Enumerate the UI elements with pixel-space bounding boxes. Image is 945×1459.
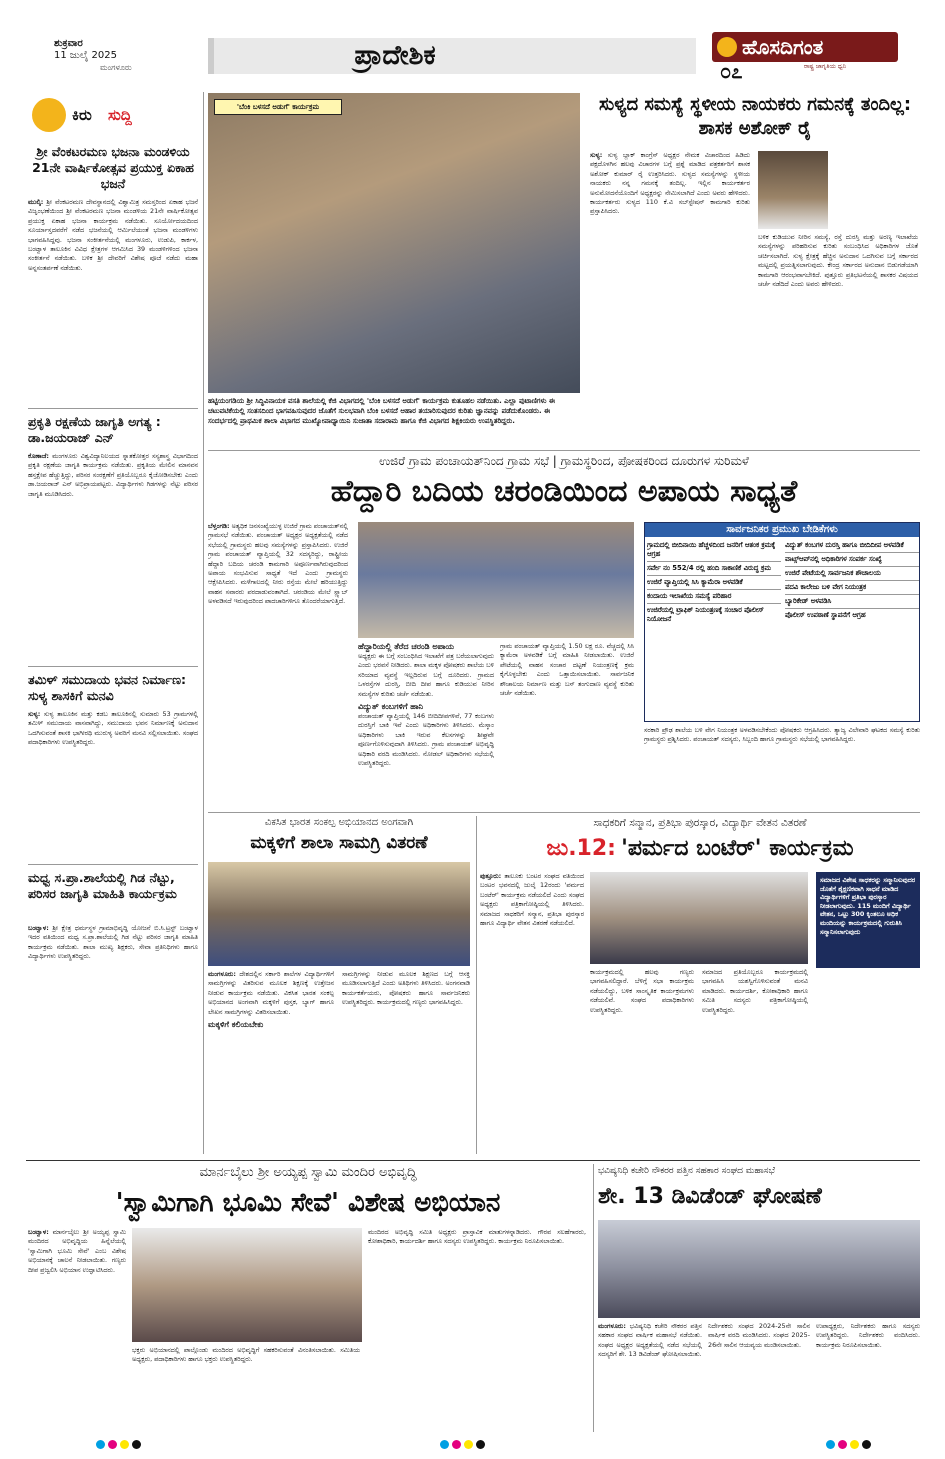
- lamp-lighting-photo: [132, 1228, 362, 1342]
- kiru-suddi-badge: [28, 96, 198, 136]
- parmada-col2: ಕಾರ್ಯಕ್ರಮದಲ್ಲಿ ಹಲವು ಗಣ್ಯರು ಭಾಗವಹಿಸಲಿದ್ದಾರೆ. ಬೆಳಿಗ್ಗೆ ಸಭಾ ಕಾರ್ಯಕ್ರಮ ನಡೆಯಲಿದ್ದು, ಬಳಿಕ ಸಾಂಸ್ಕೃತಿಕ ಕಾರ್ಯಕ್ರಮಗಳು ನಡೆಯಲಿವೆ. ಸಂಘದ ಪದಾಧಿಕಾರಿಗಳು ಉಪಸ್ಥಿತರಿದ್ದರು.: [590, 968, 694, 1014]
- demand-item: ಉಜಿರೆಯಲ್ಲಿ ಟ್ರಾಫಿಕ್ ನಿಯಂತ್ರಣಕ್ಕೆ ಸಂಚಾರ ಪೊಲೀಸ್ ನಿಯೋಜನೆ: [647, 606, 764, 623]
- brief-3-dateline: ಸುಳ್ಯ:: [28, 710, 41, 718]
- brief-4: [28, 870, 198, 1150]
- demand-item: ಉಜಿರೆ ಪೇಟೆಯಲ್ಲಿ ಸಾರ್ವಜನಿಕ ಶೌಚಾಲಯ: [785, 567, 919, 581]
- dividend-col3: ಉಪಾಧ್ಯಕ್ಷರು, ನಿರ್ದೇಶಕರು ಹಾಗೂ ಸದಸ್ಯರು ಉಪಸ್ಥಿತರಿದ್ದರು. ನಿರ್ದೇಶಕರು ವಂದಿಸಿದರು. ಕಾರ್ಯಕ್ರಮ ನಿರೂಪಿಸಲಾಯಿತು.: [816, 1322, 920, 1349]
- kids-cooking-photo: [208, 93, 580, 393]
- agm-meeting-photo: [598, 1220, 920, 1318]
- parmada-kicker: ಸಾಧಕರಿಗೆ ಸನ್ಮಾನ, ಪ್ರತಿಭಾ ಪುರಸ್ಕಾರ, ವಿದ್ಯಾರ್ಥಿ ವೇತನ ವಿತರಣೆ: [593, 817, 807, 829]
- dividend-dateline: ಮಂಗಳೂರು:: [598, 1322, 626, 1330]
- brief-1: [28, 144, 198, 404]
- sullia-headline: ಸುಳ್ಯದ ಸಮಸ್ಯೆ ಸ್ಥಳೀಯ ನಾಯಕರು ಗಮನಕ್ಕೆ ತಂದಿಲ್ಲ: ಶಾಸಕ ಅಶೋಕ್ ರೈ: [598, 94, 912, 139]
- registration-dot: [452, 1440, 461, 1449]
- dividend-kicker: ಭವಿಷ್ಯನಿಧಿ ಕಚೇರಿ ನೌಕರರ ಪತ್ತಿನ ಸಹಕಾರ ಸಂಘದ ಮಹಾಸಭೆ: [598, 1166, 776, 1176]
- demand-item: ವಿದ್ಯುತ್ ಕಂಬಗಳ ದುರಸ್ತಿ ಹಾಗೂ ಬೀದಿದೀಪ ಅಳವಡಿಕೆ: [785, 539, 919, 553]
- brief-3: [28, 672, 198, 862]
- header-day: ಶುಕ್ರವಾರ: [54, 38, 83, 49]
- registration-dot: [838, 1440, 847, 1449]
- grama-sabha-photo: [358, 522, 634, 638]
- demand-item: ಗ್ರಾಮದಲ್ಲಿ ಬೀದಿನಾಯಿ ಹೆಚ್ಚಳದಿಂದ ಜನರಿಗೆ ಆತಂಕ ಕ್ರಮಕ್ಕೆ ಆಗ್ರಹ: [647, 539, 781, 562]
- anganwadi-subhead: ಮಕ್ಕಳಿಗೆ ಕಲಿಯಬೇಕು: [208, 1020, 264, 1030]
- anganwadi-col2: ಸಾಮಗ್ರಿಗಳನ್ನು ನೀಡುವ ಮೂಲಕ ಶಿಕ್ಷಣದ ಬಗ್ಗೆ ಆಸಕ್ತಿ ಮೂಡಿಸಲಾಗುತ್ತಿದೆ ಎಂದು ಅತಿಥಿಗಳು ತಿಳಿಸಿದರು. ಅಂಗನವಾಡಿ ಕಾರ್ಯಕರ್ತೆಯರು, ಪೋಷಕರು ಹಾಗೂ ಸಾರ್ವಜನಿಕರು ಉಪಸ್ಥಿತರಿದ್ದರು. ಕಾರ್ಯಕ್ರಮದಲ್ಲಿ ಗಣ್ಯರು ಭಾಗವಹಿಸಿದ್ದರು.: [342, 970, 470, 1007]
- sullia-col1: ಸುಳ್ಯ ಬ್ಲಾಕ್ ಕಾಂಗ್ರೆಸ್ ಅಧ್ಯಕ್ಷರ ನೇಮಕ ವಿಚಾರದಿಂದ ಹಿಡಿದು ಪಕ್ಷದೊಳಗಿನ ಹಲವು ವಿಚಾರಗಳ ಬಗ್ಗೆ ಪ್ರಶ್ನೆ ಮಾಡಿದ ಪತ್ರಕರ್ತರಿಗೆ ಶಾಸಕ ಅಶೋಕ್ ಕುಮಾರ್ ರೈ ಉತ್ತರಿಸಿದರು. ಸುಳ್ಯದ ಸಮಸ್ಯೆಗಳನ್ನು ಸ್ಥಳೀಯ ನಾಯಕರು ನನ್ನ ಗಮನಕ್ಕೆ ತಂದಿಲ್ಲ. ಇಲ್ಲಿನ ಕಾರ್ಯಕರ್ತರ ಅನುಮೋದನೆಯೊಂದಿಗೆ ಅಧ್ಯಕ್ಷರನ್ನು ನೇಮಿಸಲಾಗಿದೆ ಎಂದು ಅವರು ಹೇಳಿದರು. ಕಾರ್ಯಕರ್ತರು ಸುಳ್ಯದ 110 ಕೆ.ವಿ ಸಬ್‌ಸ್ಟೇಷನ್ ಕಾಮಗಾರಿ ಕುರಿತು ಪ್ರಸ್ತಾಪಿಸಿದರು.: [590, 151, 750, 216]
- registration-dot: [826, 1440, 835, 1449]
- demand-item: ಪೊಲೀಸ್ ಉಪಠಾಣೆ ಸ್ಥಾಪನೆಗೆ ಆಗ್ರಹ: [785, 611, 866, 619]
- brand-tagline: ರಾಷ್ಟ್ರ ಜಾಗೃತಿಯ ಧ್ವನಿ: [803, 63, 847, 70]
- kiru-label: ಕಿರು: [72, 106, 92, 124]
- registration-dot: [850, 1440, 859, 1449]
- sullia-col2: ಬಳಿಕ ಕುಡಿಯುವ ನೀರಿನ ಸಮಸ್ಯೆ, ರಸ್ತೆ ದುರಸ್ತಿ ಮತ್ತು ಅರಣ್ಯ ಇಲಾಖೆಯ ಸಮಸ್ಯೆಗಳನ್ನು ಪರಿಹರಿಸುವ ಕುರಿತು ಸಂಬಂಧಿಸಿದ ಅಧಿಕಾರಿಗಳ ಜೊತೆ ಚರ್ಚಿಸಲಾಗಿದೆ. ಸುಳ್ಯ ಕ್ಷೇತ್ರಕ್ಕೆ ಹೆಚ್ಚಿನ ಅನುದಾನ ಒದಗಿಸುವ ಬಗ್ಗೆ ಸರ್ಕಾರದ ಮಟ್ಟದಲ್ಲಿ ಪ್ರಯತ್ನಿಸಲಾಗುವುದು. ಕೇಂದ್ರ ಸರ್ಕಾರದ ಅನುದಾನ ಬಿಡುಗಡೆಯಾಗಿ ಕಾಮಗಾರಿ ಆರಂಭವಾಗಬೇಕಿದೆ. ಪುತ್ತೂರು ಪ್ರತಿಭಟನೆಯಲ್ಲಿ ಶಾಸಕರ ವಿಷಯದ ಚರ್ಚೆ ನಡೆದಿದೆ ಎಂದು ಅವರು ಹೇಳಿದರು.: [758, 233, 918, 289]
- hand-icon: [32, 98, 66, 132]
- section-title: ಪ್ರಾದೇಶಿಕ: [354, 40, 436, 71]
- demands-list-left: [647, 539, 781, 721]
- registration-dot: [120, 1440, 129, 1449]
- ujire-col5: ಸರಕಾರಿ ಪ್ರೌಢ ಶಾಲೆಯ ಬಳಿ ವೇಗ ನಿಯಂತ್ರಕ ಅಳವಡಿಸಬೇಕೆಂದು ಪೋಷಕರು ಆಗ್ರಹಿಸಿದರು. ತ್ಯಾಜ್ಯ ವಿಲೇವಾರಿ ಘಟಕದ ಸಮಸ್ಯೆ ಕುರಿತು ಗ್ರಾಮಸ್ಥರು ಪ್ರಶ್ನಿಸಿದರು. ಪಂಚಾಯತ್ ಸದಸ್ಯರು, ಸಿಬ್ಬಂದಿ ಹಾಗೂ ಗ್ರಾಮಸ್ಥರು ಸಭೆಯಲ್ಲಿ ಭಾಗವಹಿಸಿದ್ದರು.: [644, 726, 920, 744]
- parmada-col1: ತಾಲೂಕು ಬಂಟರ ಸಂಘದ ವತಿಯಿಂದ ಬಂಟರ ಭವನದಲ್ಲಿ ಜುಲೈ 12ರಂದು 'ಪರ್ಮದ ಬಂಟೆರ್' ಕಾರ್ಯಕ್ರಮ ನಡೆಯಲಿದೆ ಎಂದು ಸಂಘದ ಅಧ್ಯಕ್ಷರು ಪತ್ರಿಕಾಗೋಷ್ಠಿಯಲ್ಲಿ ತಿಳಿಸಿದರು. ಸಮಾಜದ ಸಾಧಕರಿಗೆ ಸನ್ಮಾನ, ಪ್ರತಿಭಾ ಪುರಸ್ಕಾರ ಹಾಗೂ ವಿದ್ಯಾರ್ಥಿ ವೇತನ ವಿತರಣೆ ನಡೆಯಲಿದೆ.: [480, 872, 584, 928]
- registration-dot: [132, 1440, 141, 1449]
- demand-item: ಸರ್ವೇ ನಂ 552/4 ರಲ್ಲಿ ಹಂದಿ ಸಾಕಾಣಿಕೆ ವಿರುದ್ಧ ಕ್ರಮ: [647, 562, 781, 576]
- anganwadi-dateline: ಮಂಗಳೂರು:: [208, 970, 236, 978]
- ayyappa-col1: ಮಾರ್ನಬೈಲು ಶ್ರೀ ಅಯ್ಯಪ್ಪ ಸ್ವಾಮಿ ಮಂದಿರದ ಅಭಿವೃದ್ಧಿಯ ಹಿನ್ನೆಲೆಯಲ್ಲಿ 'ಸ್ವಾಮಿಗಾಗಿ ಭೂಮಿ ಸೇವೆ' ಎಂಬ ವಿಶೇಷ ಅಭಿಯಾನಕ್ಕೆ ಚಾಲನೆ ನೀಡಲಾಯಿತು. ಗಣ್ಯರು ದೀಪ ಪ್ರಜ್ವಲಿಸಿ ಅಭಿಯಾನ ಉದ್ಘಾಟಿಸಿದರು.: [28, 1228, 126, 1274]
- print-marks-center: [440, 1440, 520, 1452]
- dividend-story: [598, 1164, 920, 1434]
- demand-item: ಬ್ಯಾರಿಕೇಡ್ ಅಳವಡಿಸಿ: [785, 595, 919, 609]
- brief-2: [28, 414, 198, 604]
- mid-section-rule: [208, 812, 920, 813]
- brief-1-title: ಶ್ರೀ ವೆಂಕಟರಮಣ ಭಜನಾ ಮಂಡಳಿಯ 21ನೇ ವಾರ್ಷಿಕೋತ್ಸವ ಪ್ರಯುಕ್ತ ಏಕಾಹ ಭಜನೆ: [32, 144, 194, 191]
- brief-4-title: ಮಧ್ವ ಸ.ಪ್ರಾ.ಶಾಲೆಯಲ್ಲಿ ಗಿಡ ನೆಟ್ಟು, ಪರಿಸರ ಜಾಗೃತಿ ಮಾಹಿತಿ ಕಾರ್ಯಕ್ರಮ: [28, 870, 177, 901]
- brief-4-dateline: ಬಂಟ್ವಾಳ:: [28, 924, 49, 932]
- demand-item: ಪದವಿ ಕಾಲೇಜು ಬಳಿ ವೇಗ ನಿಯಂತ್ರಕ: [785, 581, 919, 595]
- demands-box-title: ಸಾರ್ವಜನಿಕರ ಪ್ರಮುಖ ಬೇಡಿಕೆಗಳು: [645, 523, 919, 537]
- brief-2-title: ಪ್ರಕೃತಿ ರಕ್ಷಣೆಯ ಜಾಗೃತಿ ಅಗತ್ಯ : ಡಾ.ಜಯರಾಜ್ ಎನ್: [28, 414, 161, 445]
- kiru-suddi-column: [28, 92, 198, 1152]
- ayyappa-headline: 'ಸ್ವಾಮಿಗಾಗಿ ಭೂಮಿ ಸೇವೆ' ವಿಶೇಷ ಅಭಿಯಾನ: [115, 1188, 501, 1218]
- header-date: 11 ಜುಲೈ 2025: [54, 50, 117, 61]
- ujire-story: [208, 452, 920, 797]
- brief-divider-2: [28, 666, 198, 667]
- registration-dot: [464, 1440, 473, 1449]
- ayyappa-col2: ಭಕ್ತರು ಅಭಿಯಾನದಲ್ಲಿ ಪಾಲ್ಗೊಂಡು ಮಂದಿರದ ಅಭಿವೃದ್ಧಿಗೆ ಸಹಕರಿಸುವಂತೆ ವಿನಂತಿಸಲಾಯಿತು. ಸಮಿತಿಯ ಅಧ್ಯಕ್ಷರು, ಪದಾಧಿಕಾರಿಗಳು ಹಾಗೂ ಭಕ್ತರು ಉಪಸ್ಥಿತರಿದ್ದರು.: [132, 1346, 360, 1364]
- photo-tag: 'ಬೆಂಕಿ ಬಳಸದೆ ಅಡುಗೆ' ಕಾರ್ಯಕ್ರಮ: [214, 99, 342, 115]
- ayyappa-dateline: ಬಂಟ್ವಾಳ:: [28, 1228, 49, 1236]
- brief-divider-3: [28, 864, 198, 865]
- parmada-headline: 'ಪರ್ಮದ ಬಂಟೆರ್' ಕಾರ್ಯಕ್ರಮ: [621, 836, 854, 861]
- ujire-col3: ಪಂಚಾಯತ್ ವ್ಯಾಪ್ತಿಯಲ್ಲಿ 146 ಬೀದಿದೀಪಗಳಿವೆ, 77 ಕಂಬಗಳು ದುರಸ್ತಿಗೆ ಬಾಕಿ ಇವೆ ಎಂದು ಅಧಿಕಾರಿಗಳು ತಿಳಿಸಿದರು. ಮೆಸ್ಕಾಂ ಅಧಿಕಾರಿಗಳು ಬಾಕಿ ಇರುವ ಕೆಲಸಗಳನ್ನು ಶೀಘ್ರವೇ ಪೂರ್ಣಗೊಳಿಸುವುದಾಗಿ ತಿಳಿಸಿದರು. ಗ್ರಾಮ ಪಂಚಾಯತ್ ಅಭಿವೃದ್ಧಿ ಅಧಿಕಾರಿ ವರದಿ ಮಂಡಿಸಿದರು. ನೋಡಲ್ ಅಧಿಕಾರಿಗಳು ಸಭೆಯಲ್ಲಿ ಉಪಸ್ಥಿತರಿದ್ದರು.: [358, 712, 494, 768]
- ujire-dateline: ಬೆಳ್ತಂಗಡಿ:: [208, 522, 230, 530]
- date-block: [54, 38, 204, 80]
- anganwadi-story: [208, 816, 470, 1154]
- print-marks-left: [96, 1440, 176, 1452]
- brief-2-dateline: ಕೊಣಾಜೆ:: [28, 452, 49, 460]
- demand-item: ಕಂದಾಯ ಇಲಾಖೆಯ ಸಮಸ್ಯೆ ಪರಿಹಾರ: [647, 590, 781, 604]
- brief-4-body: ಶ್ರೀ ಕ್ಷೇತ್ರ ಧರ್ಮಸ್ಥಳ ಗ್ರಾಮಾಭಿವೃದ್ಧಿ ಯೋಜನೆ ಬಿ.ಸಿ.ಟ್ರಸ್ಟ್ ಬಂಟ್ವಾಳ ಇದರ ವತಿಯಿಂದ ಮಧ್ವ ಸ.ಪ್ರಾ.ಶಾಲೆಯಲ್ಲಿ ಗಿಡ ನೆಟ್ಟು ಪರಿಸರ ಜಾಗೃತಿ ಮಾಹಿತಿ ಕಾರ್ಯಕ್ರಮ ನಡೆಯಿತು. ಶಾಲಾ ಮುಖ್ಯ ಶಿಕ್ಷಕರು, ಸೇವಾ ಪ್ರತಿನಿಧಿಗಳು ಹಾಗೂ ವಿದ್ಯಾರ್ಥಿಗಳು ಉಪಸ್ಥಿತರಿದ್ದರು.: [28, 924, 198, 961]
- page-number: ೦೭: [720, 59, 743, 83]
- ujire-subhead-2: ವಿದ್ಯುತ್ ಕಂಬಗಳಿಗೆ ಹಾನಿ: [358, 702, 424, 712]
- ayyappa-kicker: ಮಾರ್ನಬೈಲು ಶ್ರೀ ಅಯ್ಯಪ್ಪ ಸ್ವಾಮಿ ಮಂದಿರ ಅಭಿವೃದ್ಧಿ: [199, 1165, 417, 1180]
- parmada-story: [480, 816, 920, 1154]
- ayyappa-col3: ಮಂದಿರದ ಅಭಿವೃದ್ಧಿ ಸಮಿತಿ ಅಧ್ಯಕ್ಷರು ಪ್ರಾಸ್ತಾವಿಕ ಮಾತುಗಳನ್ನಾಡಿದರು. ಗೌರವ ಸಲಹೆಗಾರರು, ಕೋಶಾಧಿಕಾರಿ, ಕಾರ್ಯದರ್ಶಿ ಹಾಗೂ ಸದಸ್ಯರು ಉಪಸ್ಥಿತರಿದ್ದರು. ಕಾರ್ಯಕ್ರಮ ನಿರೂಪಿಸಲಾಯಿತು.: [368, 1228, 586, 1246]
- demand-item: ಉಜಿರೆ ವ್ಯಾಪ್ತಿಯಲ್ಲಿ ಸಿಸಿ ಕ್ಯಾಮೆರಾ ಅಳವಡಿಕೆ: [647, 576, 781, 590]
- anganwadi-headline: ಮಕ್ಕಳಿಗೆ ಶಾಲಾ ಸಾಮಗ್ರಿ ವಿತರಣೆ: [250, 833, 428, 853]
- parmada-dateline: ಪುತ್ತೂರು:: [480, 872, 502, 880]
- ujire-kicker: ಉಜಿರೆ ಗ್ರಾಮ ಪಂಚಾಯತ್‌ನಿಂದ ಗ್ರಾಮ ಸಭೆ | ಗ್ರಾಮಸ್ಥರಿಂದ, ಪೋಷಕರಿಂದ ದೂರುಗಳ ಸುರಿಮಳೆ: [379, 454, 749, 468]
- anganwadi-photo: [208, 862, 470, 966]
- bottom-section-rule: [26, 1160, 920, 1161]
- registration-dot: [862, 1440, 871, 1449]
- registration-dot: [476, 1440, 485, 1449]
- brief-1-body: ಶ್ರೀ ವೆಂಕಟರಮಣ ದೇವಸ್ಥಾನದಲ್ಲಿ ವಿಶ್ವಾಮಿತ್ರ ಸಮಸ್ತರಿಂದ ಏಕಾಹ ಭಜನೆ ವಿಜೃಂಭಣೆಯಿಂದ ಶ್ರೀ ವೆಂಕಟರಮಣ ಭಜನಾ ಮಂಡಳಿಯ 21ನೇ ವಾರ್ಷಿಕೋತ್ಸವ ಪ್ರಯುಕ್ತ ಏಕಾಹ ಭಜನಾ ಕಾರ್ಯಕ್ರಮ ನಡೆಯಿತು. ಸೂರ್ಯೋದಯದಿಂದ ಸೂರ್ಯಾಸ್ತದವರೆಗೆ ನಡೆದ ಭಜನೆಯಲ್ಲಿ ಆರ್ಮಿಲೆಯಂತೆ ಭಜನಾ ಮಂಡಳಿಗಳು ಭಾಗವಹಿಸಿದ್ದವು. ಭಜನಾ ಸಂಕೀರ್ತನೆಯಲ್ಲಿ ಮಂಗಳೂರು, ಉಡುಪಿ, ಕಾರ್ಕಳ, ಬಂಟ್ವಾಳ ತಾಲೂಕಿನ ವಿವಿಧ ಕ್ಷೇತ್ರಗಳ ಆಗಮಿಸಿದ 39 ಮಂಡಳಿಗಳಿಂದ ಭಜನಾ ಸಂಕೀರ್ತನೆ ನಡೆಯಿತು. ಬಳಿಕ ಶ್ರೀ ದೇವರಿಗೆ ವಿಶೇಷ ಪೂಜೆ ನಡೆದು ಮಹಾ ಅನ್ನಸಂತರ್ಪಣೆ ನಡೆಯಿತು.: [28, 198, 198, 272]
- anganwadi-col1: ದೇಶದಲ್ಲಿನ ಸರ್ಕಾರಿ ಶಾಲೆಗಳ ವಿದ್ಯಾರ್ಥಿಗಳಿಗೆ ಸಾಮಗ್ರಿಗಳನ್ನು ವಿತರಿಸುವ ಮೂಲಕ ಶಿಕ್ಷಣಕ್ಕೆ ಉತ್ತೇಜನ ನೀಡುವ ಕಾರ್ಯಕ್ರಮ ನಡೆಯಿತು. ವಿಕಸಿತ ಭಾರತ ಸಂಕಲ್ಪ ಅಭಿಯಾನದ ಅಂಗವಾಗಿ ಮಕ್ಕಳಿಗೆ ಪುಸ್ತಕ, ಬ್ಯಾಗ್ ಹಾಗೂ ಲೇಖನ ಸಾಮಗ್ರಿಗಳನ್ನು ವಿತರಿಸಲಾಯಿತು.: [208, 970, 334, 1016]
- anganwadi-kicker: ವಿಕಸಿತ ಭಾರತ ಸಂಕಲ್ಪ ಅಭಿಯಾನದ ಅಂಗವಾಗಿ: [264, 817, 414, 828]
- suddi-label: ಸುದ್ದಿ: [108, 106, 132, 124]
- brief-3-body: ಸುಳ್ಯ ತಾಲೂಕಿನ ಮತ್ತು ಕಡಬ ತಾಲೂಕಿನಲ್ಲಿ ಸುಮಾರು 53 ಗ್ರಾಮಗಳಲ್ಲಿ ತಮಿಳ್ ಸಮುದಾಯ ವಾಸವಾಗಿದ್ದು, ಸಮುದಾಯ ಭವನ ನಿರ್ಮಾಣಕ್ಕೆ ಅನುದಾನ ಒದಗಿಸುವಂತೆ ಶಾಸಕಿ ಭಾಗೀರಥಿ ಮುರುಳ್ಯ ಅವರಿಗೆ ಮನವಿ ಸಲ್ಲಿಸಲಾಯಿತು. ಸಂಘದ ಪದಾಧಿಕಾರಿಗಳು ಉಪಸ್ಥಿತರಿದ್ದರು.: [28, 710, 198, 747]
- brief-divider-1: [28, 408, 198, 409]
- parmada-highlight: ಸಮಾಜದ ವಿಶೇಷ ಸಾಧಕರನ್ನು ಸನ್ಮಾನಿಸುವುದರ ಜೊತೆಗೆ ಶೈಕ್ಷಣಿಕವಾಗಿ ಸಾಧನೆ ಮಾಡಿದ ವಿದ್ಯಾರ್ಥಿಗಳಿಗೆ ಪ್ರತಿಭಾ ಪುರಸ್ಕಾರ ನೀಡಲಾಗುವುದು. 115 ಮಂದಿಗೆ ವಿದ್ಯಾರ್ಥಿ ವೇತನ, ಒಟ್ಟು 300 ಕ್ಕಿಂತಲೂ ಅಧಿಕ ಮಂದಿಯನ್ನು ಕಾರ್ಯಕ್ರಮದಲ್ಲಿ ಗುರುತಿಸಿ ಸನ್ಮಾನಿಸಲಾಗುವುದು: [820, 876, 916, 936]
- ujire-col2: ಅಧ್ಯಕ್ಷರು ಈ ಬಗ್ಗೆ ಸಂಬಂಧಿಸಿದ ಇಲಾಖೆಗೆ ಪತ್ರ ಬರೆಯಲಾಗುವುದು ಎಂದು ಭರವಸೆ ನೀಡಿದರು. ಶಾಲಾ ಮಕ್ಕಳ ಪೋಷಕರು ಶಾಲೆಯ ಬಳಿ ಸರಿಯಾದ ವ್ಯವಸ್ಥೆ ಇಲ್ಲದಿರುವ ಬಗ್ಗೆ ದೂರಿದರು. ಗ್ರಾಮದ ಒಳರಸ್ತೆಗಳ ದುರಸ್ತಿ, ಬೀದಿ ದೀಪ ಹಾಗೂ ಕುಡಿಯುವ ನೀರಿನ ಸಮಸ್ಯೆಗಳ ಕುರಿತು ಚರ್ಚೆ ನಡೆಯಿತು.: [358, 652, 494, 698]
- ayyappa-story: [28, 1164, 588, 1434]
- sullia-story: [590, 93, 920, 449]
- dividend-col2: ನಿರ್ದೇಶಕರು ಸಂಘದ 2024-25ನೇ ಸಾಲಿನ ವಾರ್ಷಿಕ ವರದಿ ಮಂಡಿಸಿದರು. ಸಂಘದ 2025-26ನೇ ಸಾಲಿನ ಆಯವ್ಯಯ ಮಂಡಿಸಲಾಯಿತು.: [708, 1322, 810, 1349]
- brief-3-title: ತಮಿಳ್ ಸಮುದಾಯ ಭವನ ನಿರ್ಮಾಣ: ಸುಳ್ಯ ಶಾಸಕಿಗೆ ಮನವಿ: [28, 672, 186, 703]
- demand-item: ವಾಟ್ಸ್ಆಪ್‌ನಲ್ಲಿ ಅಧಿಕಾರಿಗಳ ಸಂಪರ್ಕ ಸಂಖ್ಯೆ: [785, 553, 919, 567]
- brief-2-body: ಮಂಗಳೂರು ವಿಶ್ವವಿದ್ಯಾನಿಲಯದ ಸ್ನಾತಕೋತ್ತರ ಸಸ್ಯಶಾಸ್ತ್ರ ವಿಭಾಗದಿಂದ ಪ್ರಕೃತಿ ರಕ್ಷಣೆಯ ಜಾಗೃತಿ ಕಾರ್ಯಕ್ರಮ ನಡೆಯಿತು. ಪ್ರಕೃತಿಯ ಮೇಲಿನ ಮಾನವನ ಹಸ್ತಕ್ಷೇಪ ಹೆಚ್ಚುತ್ತಿದ್ದು, ಪರಿಸರ ಸಂರಕ್ಷಣೆಗೆ ಪ್ರತಿಯೊಬ್ಬರೂ ಕೈಜೋಡಿಸಬೇಕು ಎಂದು ಡಾ.ಜಯರಾಜ್ ಎನ್ ಅಭಿಪ್ರಾಯಪಟ್ಟರು. ವಿದ್ಯಾರ್ಥಿಗಳು ಗಿಡಗಳನ್ನು ನೆಟ್ಟು ಪರಿಸರ ಜಾಗೃತಿ ಮೂಡಿಸಿದರು.: [28, 452, 198, 498]
- ujire-col4: ಗ್ರಾಮ ಪಂಚಾಯತ್ ವ್ಯಾಪ್ತಿಯಲ್ಲಿ 1.50 ಲಕ್ಷ ರೂ. ವೆಚ್ಚದಲ್ಲಿ ಸಿಸಿ ಕ್ಯಾಮೆರಾ ಅಳವಡಿಕೆ ಬಗ್ಗೆ ಮಾಹಿತಿ ನೀಡಲಾಯಿತು. ಉಜಿರೆ ಪೇಟೆಯಲ್ಲಿ ವಾಹನ ಸಂಚಾರ ದಟ್ಟಣೆ ನಿಯಂತ್ರಣಕ್ಕೆ ಕ್ರಮ ಕೈಗೊಳ್ಳಬೇಕು ಎಂದು ಒತ್ತಾಯಿಸಲಾಯಿತು. ಸಾರ್ವಜನಿಕ ಶೌಚಾಲಯ ನಿರ್ಮಾಣ ಮತ್ತು ಬಸ್ ತಂಗುದಾಣ ವ್ಯವಸ್ಥೆ ಕುರಿತು ಚರ್ಚೆ ನಡೆಯಿತು.: [500, 642, 634, 698]
- registration-dot: [440, 1440, 449, 1449]
- registration-dot: [96, 1440, 105, 1449]
- lamp-icon: [717, 37, 737, 57]
- anganwadi-rule: [476, 816, 477, 1154]
- header-city: ಮಂಗಳೂರು: [100, 63, 132, 72]
- sullia-dateline: ಸುಳ್ಯ:: [590, 151, 603, 159]
- photo-caption: ಹಟ್ಟಿಯಂಗಡಿಯ ಶ್ರೀ ಸಿದ್ಧಿವಿನಾಯಕ ವಸತಿ ಶಾಲೆಯಲ್ಲಿ ಕೆಜಿ ವಿಭಾಗದಲ್ಲಿ 'ಬೆಂಕಿ ಬಳಸದೆ ಅಡುಗೆ' ಕಾರ್ಯಕ್ರಮ ಕುತೂಹಲ ನಡೆಯಿತು. ಎಲ್ಲಾ ಪುಟಾಣಿಗಳು ಈ ಚಟುವಟಿಕೆಯಲ್ಲಿ ಸಂತಸದಿಂದ ಭಾಗವಹಿಸುವುದರ ಜೊತೆಗೆ ಸುಲಭವಾಗಿ ಬೆಂಕಿ ಬಳಸದೆ ಆಹಾರ ತಯಾರಿಸುವುದರ ಕುರಿತು ಜ್ಞಾನವನ್ನು ಪಡೆದುಕೊಂಡರು. ಈ ಸಂದರ್ಭದಲ್ಲಿ ಪ್ರಾಥಮಿಕ ಶಾಲಾ ವಿಭಾಗದ ಮುಖ್ಯೋಪಾಧ್ಯಾಯಿನಿ ಸುಜಾತಾ ಸದಾರಾಮ ಹಾಗೂ ಕೆಜಿ ವಿಭಾಗದ ಶಿಕ್ಷಕಿಯರು ಉಪಸ್ಥಿತರಿದ್ದರು.: [208, 397, 555, 425]
- parmada-highlight-box: [816, 872, 920, 968]
- print-marks-right: [826, 1440, 906, 1452]
- ujire-subhead-1: ಹೆದ್ದಾರಿಯಲ್ಲಿ ತೆರೆದ ಚರಂಡಿ ಅಪಾಯ: [358, 642, 455, 651]
- header: [0, 0, 945, 88]
- bottom-split-rule: [593, 1164, 594, 1432]
- registration-dot: [108, 1440, 117, 1449]
- brief-1-dateline: ಮುಲ್ಕಿ:: [28, 198, 44, 206]
- ashok-rai-portrait: [758, 151, 828, 229]
- ujire-col1: ಅತ್ಯಧಿಕ ಜನಸಂಖ್ಯೆಯುಳ್ಳ ಉಜಿರೆ ಗ್ರಾಮ ಪಂಚಾಯತ್‌ನಲ್ಲಿ ಗ್ರಾಮಸಭೆ ನಡೆಯಿತು. ಪಂಚಾಯತ್ ಅಧ್ಯಕ್ಷರ ಅಧ್ಯಕ್ಷತೆಯಲ್ಲಿ ನಡೆದ ಸಭೆಯಲ್ಲಿ ಗ್ರಾಮಸ್ಥರು ಹಲವು ಸಮಸ್ಯೆಗಳನ್ನು ಪ್ರಸ್ತಾಪಿಸಿದರು. ಉಜಿರೆ ಗ್ರಾಮ ಪಂಚಾಯತ್ ವ್ಯಾಪ್ತಿಯಲ್ಲಿ 32 ಸದಸ್ಯರಿದ್ದು, ರಾಷ್ಟ್ರೀಯ ಹೆದ್ದಾರಿ ಬದಿಯ ಚರಂಡಿ ಕಾಮಗಾರಿ ಅಪೂರ್ಣವಾಗಿರುವುದರಿಂದ ಅಪಾಯ ಸಂಭವಿಸುವ ಸಾಧ್ಯತೆ ಇದೆ ಎಂದು ಗ್ರಾಮಸ್ಥರು ಆಕ್ಷೇಪಿಸಿದರು. ಮಳೆಗಾಲದಲ್ಲಿ ನೀರು ರಸ್ತೆಯ ಮೇಲೆ ಹರಿಯುತ್ತಿದ್ದು ವಾಹನ ಸವಾರರು ಪರದಾಡುವಂತಾಗಿದೆ. ಚರಂಡಿಯ ಮೇಲೆ ಸ್ಲ್ಯಾಬ್ ಅಳವಡಿಸದೆ ಇರುವುದರಿಂದ ಪಾದಚಾರಿಗಳಿಗೂ ತೊಂದರೆಯಾಗುತ್ತಿದೆ.: [208, 522, 348, 606]
- demands-box: [644, 522, 920, 722]
- parmada-date: ಜು.12:: [546, 836, 616, 861]
- dividend-headline: ಶೇ. 13 ಡಿವಿಡೆಂಡ್ ಘೋಷಣೆ: [598, 1184, 822, 1209]
- demands-list-right: [785, 539, 919, 721]
- parmada-col3: ಸಮಾಜದ ಪ್ರತಿಯೊಬ್ಬರೂ ಕಾರ್ಯಕ್ರಮದಲ್ಲಿ ಭಾಗವಹಿಸಿ ಯಶಸ್ವಿಗೊಳಿಸುವಂತೆ ಮನವಿ ಮಾಡಿದರು. ಕಾರ್ಯದರ್ಶಿ, ಕೋಶಾಧಿಕಾರಿ ಹಾಗೂ ಸಮಿತಿ ಸದಸ್ಯರು ಪತ್ರಿಕಾಗೋಷ್ಠಿಯಲ್ಲಿ ಉಪಸ್ಥಿತರಿದ್ದರು.: [702, 968, 808, 1014]
- ujire-headline: ಹೆದ್ದಾರಿ ಬದಿಯ ಚರಂಡಿಯಿಂದ ಅಪಾಯ ಸಾಧ್ಯತೆ: [330, 474, 798, 509]
- dividend-col1: ಭವಿಷ್ಯನಿಧಿ ಕಚೇರಿ ನೌಕರರ ಪತ್ತಿನ ಸಹಕಾರ ಸಂಘದ ವಾರ್ಷಿಕ ಮಹಾಸಭೆ ನಡೆಯಿತು. ಸಂಘದ ಅಧ್ಯಕ್ಷರ ಅಧ್ಯಕ್ಷತೆಯಲ್ಲಿ ನಡೆದ ಸಭೆಯಲ್ಲಿ ಸದಸ್ಯರಿಗೆ ಶೇ. 13 ಡಿವಿಡೆಂಡ್ ಘೋಷಿಸಲಾಯಿತು.: [598, 1322, 702, 1359]
- brand-name: ಹೊಸದಿಗಂತ: [742, 35, 824, 59]
- top-section-rule: [208, 450, 920, 451]
- press-meet-photo: [590, 872, 808, 964]
- left-column-rule: [203, 92, 204, 1154]
